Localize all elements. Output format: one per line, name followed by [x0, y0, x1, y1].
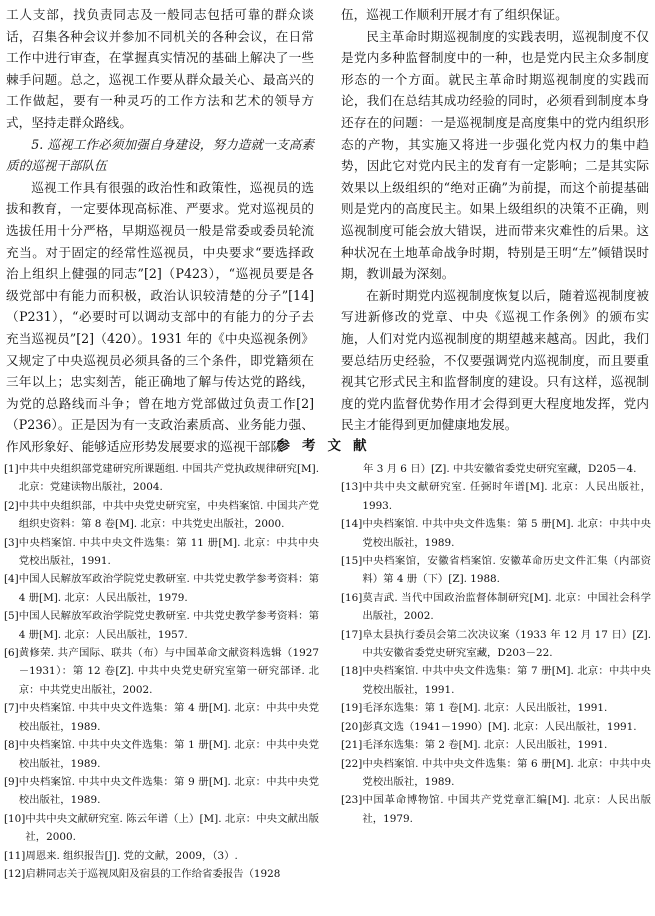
reference-text: 中共中央组织部，中共中央党史研究室，中央档案馆. 中国共产党组织史资料：第 8 卷[M]. 北京：中共党史出版社，2000.: [18, 499, 319, 531]
paragraph: 民主革命时期巡视制度的实践表明，巡视制度不仅是党内多种监督制度中的一种，也是党内民主众多制度形态的一个方面。就民主革命时期巡视制度的实践而论，我们在总结其成功经验的同时，必须看到制度本身还存在的问题：一是巡视制度是高度集中的党内组织形态的产物，其实施又将进一步强化党内权力的集中趋势，因此它对党内民主的发育有一定影响；二是其实际效果以上级组织的“绝对正确”为前提，而这个前提基础则是党内的高度民主。如果上级组织的决策不正确，则巡视制度可能会放大错误，进而带来灾难性的后果。这种状况在土地革命战争时期，特别是王明“左”倾错误时期，教训最为深刻。: [341, 28, 649, 282]
reference-item: [341, 755, 651, 792]
reference-number: [9]: [4, 775, 19, 788]
reference-number: [22]: [341, 757, 363, 770]
reference-item: [4, 810, 319, 847]
section-heading: 5. 巡视工作必须加强自身建设，努力造就一支高素质的巡视干部队伍: [6, 136, 314, 174]
reference-continuation: [341, 460, 651, 478]
reference-item: [341, 736, 651, 754]
reference-number: [15]: [341, 555, 363, 568]
reference-item: [4, 570, 319, 607]
paragraph: 在新时期党内巡视制度恢复以后，随着巡视制度被写进新修改的党章、中央《巡视工作条例》的颁布实施，人们对党内巡视制度的期望越来越高。因此，我们要总结历史经验，不仅要强调党内巡视制度，而且要重视其它形式民主和监督制度的建设。只有这样，巡视制度的党内监督优势作用才会得到更大程度地发挥，党内民主才能得到更加健康地发展。: [341, 287, 649, 433]
reference-text: 中央档案馆. 中共中央文件选集：第 9 册[M]. 北京：中共中央党校出版社，1989.: [18, 775, 319, 807]
reference-item: [341, 626, 651, 663]
reference-number: [3]: [4, 536, 19, 549]
reference-item: [341, 699, 651, 717]
references-column-left: [4, 460, 319, 883]
reference-number: [21]: [341, 739, 363, 752]
paragraph: 工人支部，找负责同志及一般同志包括可靠的群众谈话，召集各种会议并参加不同机关的各种会议，在日常工作中进行审查，在掌握真实情况的基础上解决了一些棘手问题。总之，巡视工作要从群众最关心、最高兴的工作做起，要有一种灵巧的工作方法和艺术的领导方式，坚持走群众路线。: [6, 7, 314, 130]
references-title: 参考文献: [276, 438, 379, 454]
reference-item: [341, 718, 651, 736]
reference-item: [4, 865, 319, 883]
reference-item: [4, 497, 319, 534]
reference-text: 周恩来. 组织报告[J]. 党的文献，2009，（3）.: [25, 849, 238, 862]
reference-number: [7]: [4, 702, 19, 715]
reference-text: 中共中央文献研究室. 任弼时年谱[M]. 北京：人民出版社，1993.: [362, 481, 651, 512]
reference-item: [4, 534, 319, 571]
reference-text: 年 3 月 6 日）[Z]. 中共安徽省委党史研究室藏，D205－4.: [363, 463, 637, 475]
reference-text: 黄修荣. 共产国际、联共（布）与中国革命文献资料选辑（1927－1931）：第 12 卷[Z]. 中共中央党史研究室第一研究部译. 北京：中共党史出版社，2002.: [18, 647, 319, 696]
body-column-right: [341, 4, 649, 436]
reference-item: [4, 460, 319, 497]
reference-item: [341, 515, 651, 552]
reference-number: [14]: [341, 518, 363, 531]
reference-number: [16]: [341, 591, 363, 604]
reference-number: [11]: [4, 849, 26, 862]
reference-item: [4, 847, 319, 865]
reference-text: 毛泽东选集：第 1 卷[M]. 北京：人民出版社，1991.: [362, 702, 608, 715]
reference-text: 莫吉武. 当代中国政治监督体制研究[M]. 北京：中国社会科学出版社，2002.: [362, 591, 651, 623]
reference-item: [4, 773, 319, 810]
paragraph: 伍，巡视工作顺利开展才有了组织保证。: [341, 7, 568, 22]
reference-item: [4, 644, 319, 699]
reference-item: [4, 699, 319, 736]
reference-item: [341, 478, 651, 515]
reference-text: 中央档案馆. 中共中央文件选集：第 1 册[M]. 北京：中共中央党校出版社，1989.: [18, 739, 319, 770]
reference-text: 中国人民解放军政治学院党史教研室. 中共党史教学参考资料：第 4 册[M]. 北京：人民出版社，1979.: [18, 573, 319, 604]
reference-text: 彭真文选（1941－1990）[M]. 北京：人民出版社，1991.: [362, 720, 637, 733]
reference-text: 阜太县执行委员会第二次决议案（1933 年 12 月 17 日）[Z]. 中共安徽省委党史研究室藏，D203－22.: [362, 628, 651, 660]
reference-item: [341, 589, 651, 626]
reference-number: [18]: [341, 665, 363, 678]
reference-item: [4, 607, 319, 644]
reference-number: [20]: [341, 720, 363, 733]
reference-number: [8]: [4, 739, 19, 752]
reference-item: [341, 662, 651, 699]
reference-text: 中央档案馆. 中共中央文件选集：第 5 册[M]. 北京：中共中央党校出版社，1989.: [362, 518, 651, 549]
reference-text: 中央档案馆. 中共中央文件选集：第 6 册[M]. 北京：中共中央党校出版社，1989.: [362, 757, 651, 788]
reference-item: [341, 791, 651, 828]
reference-number: [19]: [341, 702, 363, 715]
reference-number: [6]: [4, 647, 19, 660]
reference-text: 中共中央文献研究室. 陈云年谱（上）[M]. 北京：中央文献出版社，2000.: [25, 812, 319, 844]
reference-text: 中央档案馆. 中共中央文件选集：第 4 册[M]. 北京：中共中央党校出版社，1989.: [18, 702, 319, 733]
reference-number: [12]: [4, 867, 26, 880]
reference-number: [4]: [4, 573, 19, 586]
reference-number: [10]: [4, 812, 26, 825]
body-column-left: [6, 4, 314, 457]
reference-text: 中央档案馆. 中共中央文件选集：第 7 册[M]. 北京：中共中央党校出版社，1991.: [362, 665, 651, 696]
reference-item: [341, 552, 651, 589]
reference-text: 中共中央组织部党建研究所课题组. 中国共产党执政规律研究[M]. 北京：党建读物出版社，2004.: [18, 463, 319, 494]
reference-item: [4, 736, 319, 773]
reference-text: 中央档案馆，安徽省档案馆. 安徽革命历史文件汇集（内部资料）第 4 册（下）[Z]. 1988.: [362, 555, 651, 586]
reference-number: [23]: [341, 794, 363, 807]
reference-number: [1]: [4, 463, 19, 475]
reference-number: [17]: [341, 628, 363, 641]
reference-number: [2]: [4, 499, 19, 512]
references-column-right: [341, 460, 651, 828]
reference-text: 启耕同志关于巡视凤阳及宿县的工作给省委报告（1928: [25, 867, 281, 880]
reference-text: 中国革命博物馆. 中国共产党党章汇编[M]. 北京：人民出版社，1979.: [362, 794, 651, 825]
reference-number: [13]: [341, 481, 363, 494]
paragraph: 巡视工作具有很强的政治性和政策性，巡视员的选拔和教育，一定要体现高标准、严要求。党对巡视员的选拔任用十分严格，早期巡视员一般是常委或委员轮流充当。对于固定的经常性巡视员，中央要求“要选择政治上组织上健强的同志”[2]（P423），“巡视员要是各级党部中有能力而积极，政治认识较清楚的分子”[14]（P231），“必要时可以调动支部中的有能力的分子去充当巡视员”[2]（420）。1931 年的《中央巡视条例》又规定了中央巡视员必须具备的三个条件，即党籍须在三年以上；忠实刻苦，能正确地了解与传达党的路线，为党的总路线而斗争；曾在地方党部做过负责工作[2]（P236）。正是因为有一支政治素质高、业务能力强、作风形象好、能够适应形势发展要求的巡视干部队: [6, 179, 314, 454]
reference-text: 中央档案馆. 中共中央文件选集：第 11 册[M]. 北京：中共中央党校出版社，1991.: [18, 536, 319, 568]
reference-text: 中国人民解放军政治学院党史教研室. 中共党史教学参考资料：第 4 册[M]. 北京：人民出版社，1957.: [18, 610, 319, 641]
reference-text: 毛泽东选集：第 2 卷[M]. 北京：人民出版社，1991.: [362, 739, 608, 752]
reference-number: [5]: [4, 610, 19, 623]
